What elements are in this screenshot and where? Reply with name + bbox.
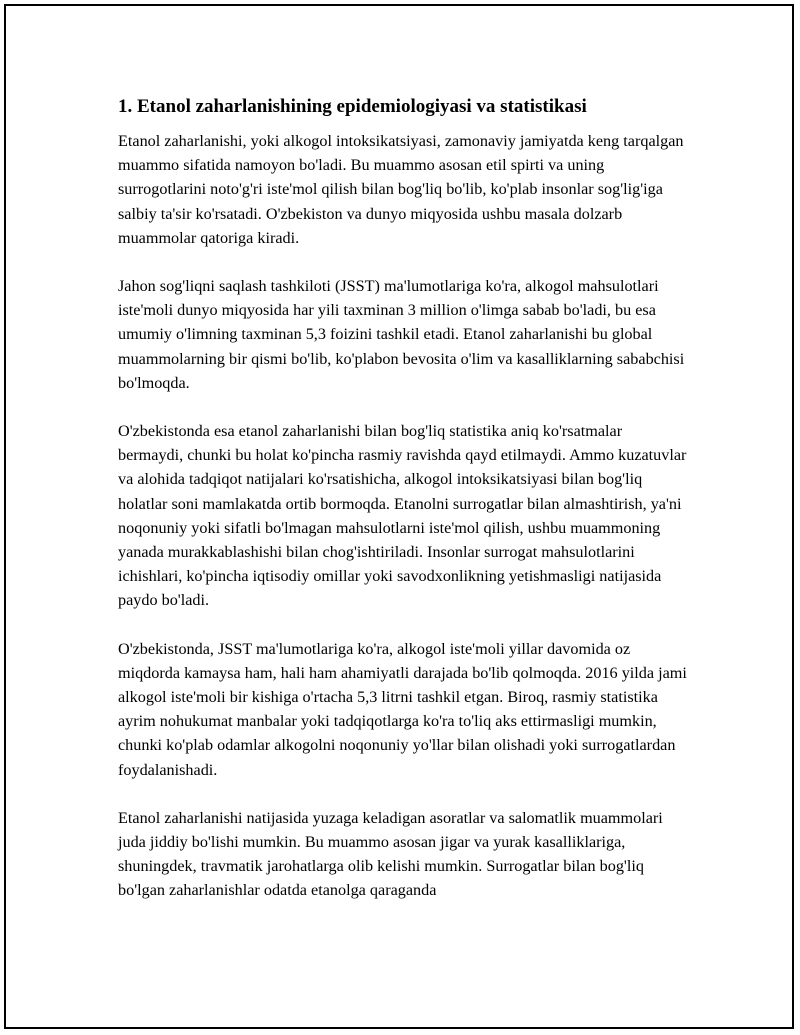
document-body — [118, 95, 688, 927]
paragraph-2: Jahon sog'liqni saqlash tashkiloti (JSST) ma'lumotlariga ko'ra, alkogol mahsulotlari iste'moli dunyo miqyosida har yili taxminan 3 million o'limga sabab bo'ladi, bu esa umumiy o'limning taxminan 5,3 foizini tashkil etadi. Etanol zaharlanishi bu global muammolarning bir qismi bo'lib, ko'plabon bevosita o'lim va kasalliklarning sababchisi bo'lmoqda. — [118, 277, 685, 392]
section-title: 1. Etanol zaharlanishining epidemiologiyasi va statistikasi — [118, 96, 587, 117]
paragraph-4: O'zbekistonda, JSST ma'lumotlariga ko'ra, alkogol iste'moli yillar davomida oz miqdorda kamaysa ham, hali ham ahamiyatli darajada bo'lib qolmoqda. 2016 yilda jami alkogol iste'moli bir kishiga o'rtacha 5,3 litrni tashkil etgan. Biroq, rasmiy statistika ayrim nohukumat manbalar yoki tadqiqotlarga ko'ra to'liq aks ettirmasligi mumkin, chunki ko'plab odamlar alkogolni noqonuniy yo'llar bilan olishadi yoki surrogatlardan foydalanishadi. — [118, 639, 687, 779]
paragraph-5: Etanol zaharlanishi natijasida yuzaga keladigan asoratlar va salomatlik muammolari juda jiddiy bo'lishi mumkin. Bu muammo asosan jigar va yurak kasalliklariga, shuningdek, travmatik jarohatlarga olib kelishi mumkin. Surrogatlar bilan bog'liq bo'lgan zaharlanishlar odatda etanolga qaraganda — [118, 808, 663, 900]
paragraph-1: Etanol zaharlanishi, yoki alkogol intoksikatsiyasi, zamonaviy jamiyatda keng tarqalgan muammo sifatida namoyon bo'ladi. Bu muammo asosan etil spirti va uning surrogotlarini noto'g'ri iste'mol qilish bilan bog'liq bo'lib, ko'plab insonlar sog'lig'iga salbiy ta'sir ko'rsatadi. O'zbekiston va dunyo miqyosida ushbu masala dolzarb muammolar qatoriga kiradi. — [118, 132, 684, 247]
paragraph-3: O'zbekistonda esa etanol zaharlanishi bilan bog'liq statistika aniq ko'rsatmalar bermaydi, chunki bu holat ko'pincha rasmiy ravishda qayd etilmaydi. Ammo kuzatuvlar va alohida tadqiqot natijalari ko'rsatishicha, alkogol intoksikatsiyasi bilan bog'liq holatlar soni mamlakatda ortib bormoqda. Etanolni surrogatlar bilan almashtirish, ya'ni noqonuniy yoki sifatli bo'lmagan mahsulotlarni iste'mol qilish, ushbu muammoning yanada murakkablashishi bilan chog'ishtiriladi. Insonlar surrogat mahsulotlarini ichishlari, ko'pincha iqtisodiy omillar yoki savodxonlikning yetishmasligi natijasida paydo bo'ladi. — [118, 422, 687, 610]
